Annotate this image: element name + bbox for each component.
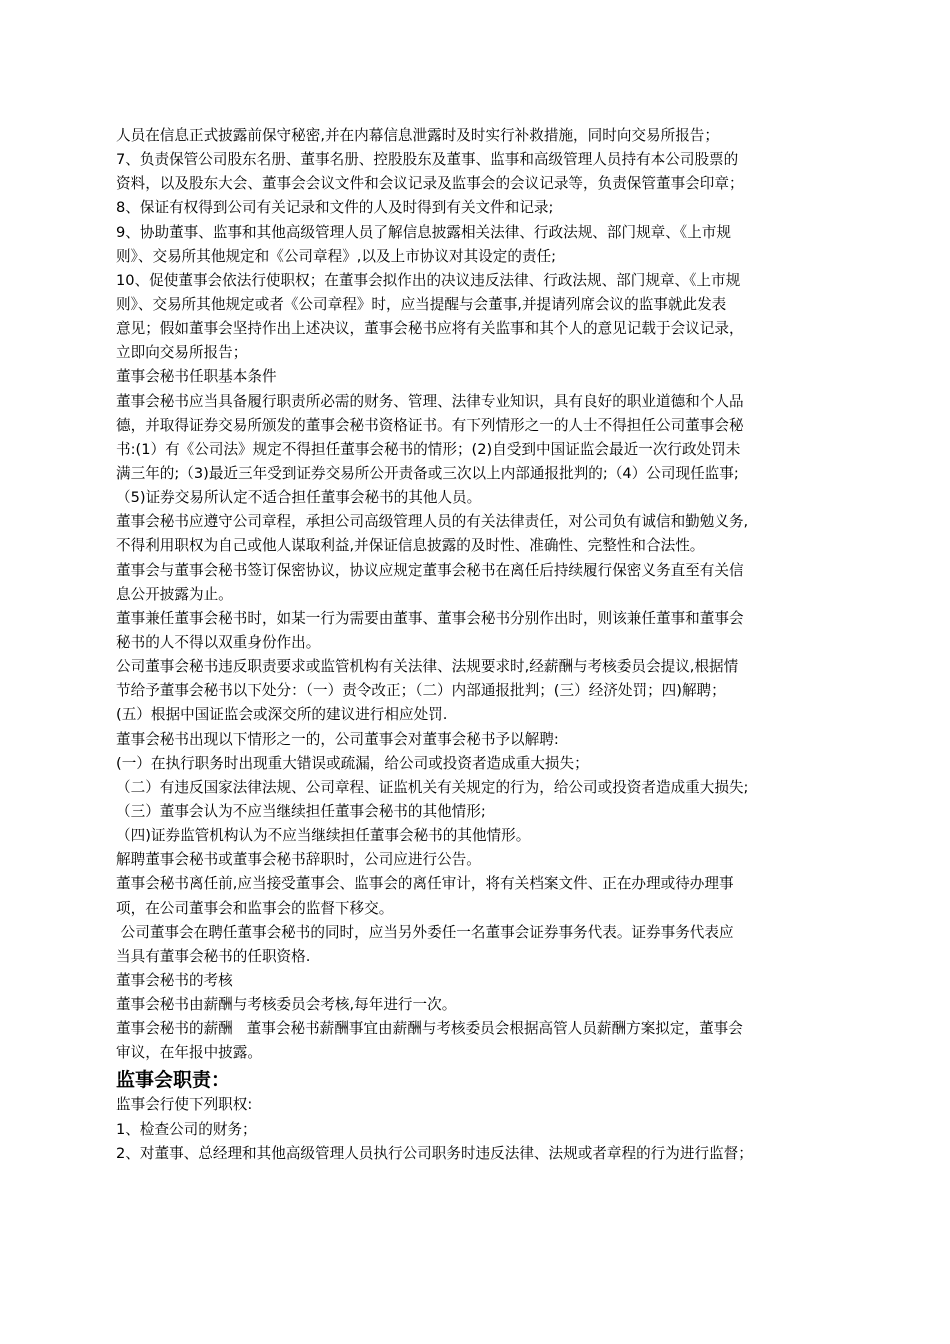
text-line: 9、协助董事、监事和其他高级管理人员了解信息披露相关法律、行政法规、部门规章、《上市规 bbox=[116, 223, 731, 241]
supervisory-board-heading: 监事会职责： bbox=[116, 1069, 231, 1092]
text-line: 满三年的;（3)最近三年受到证券交易所公开责备或三次以上内部通报批判的;（4）公司现任监事; bbox=[116, 464, 739, 482]
section-title: 董事会秘书的考核 bbox=[116, 971, 233, 989]
text-line: 10、促使董事会依法行使职权；在董事会拟作出的决议违反法律、行政法规、部门规章、《上市规 bbox=[116, 271, 741, 289]
text-line: 公司董事会在聘任董事会秘书的同时，应当另外委任一名董事会证券事务代表。证券事务代表应 bbox=[116, 923, 734, 941]
text-line: 公司董事会秘书违反职责要求或监管机构有关法律、法规要求时,经薪酬与考核委员会提议,根据情 bbox=[116, 658, 739, 676]
text-line: 解聘董事会秘书或董事会秘书辞职时，公司应进行公告。 bbox=[116, 851, 481, 869]
text-line: (一）在执行职务时出现重大错误或疏漏，给公司或投资者造成重大损失； bbox=[116, 754, 589, 772]
text-line: 项，在公司董事会和监事会的监督下移交。 bbox=[116, 899, 394, 917]
section-title: 董事会秘书任职基本条件 bbox=[116, 368, 277, 386]
text-line: 1、检查公司的财务； bbox=[116, 1120, 257, 1138]
text-line: 则》、交易所其他规定和《公司章程》,以及上市协议对其设定的责任; bbox=[116, 247, 557, 265]
text-line: 秘书的人不得以双重身份作出。 bbox=[116, 633, 321, 651]
text-line: 董事会秘书离任前,应当接受董事会、监事会的离任审计，将有关档案文件、正在办理或待办理事 bbox=[116, 875, 734, 893]
text-line: 2、对董事、总经理和其他高级管理人员执行公司职务时违反法律、法规或者章程的行为进行监督； bbox=[116, 1144, 753, 1162]
text-line: 人员在信息正式披露前保守秘密,并在内幕信息泄露时及时实行补救措施，同时向交易所报告； bbox=[116, 127, 719, 144]
text-line: 8、保证有权得到公司有关记录和文件的人及时得到有关文件和记录; bbox=[116, 199, 554, 217]
text-line: 董事会与董事会秘书签订保密协议，协议应规定董事会秘书在离任后持续履行保密义务直至有关信 bbox=[116, 561, 744, 579]
text-line: 董事会秘书出现以下情形之一的，公司董事会对董事会秘书予以解聘: bbox=[116, 730, 559, 748]
text-line: 意见；假如董事会坚持作出上述决议，董事会秘书应将有关监事和其个人的意见记载于会议记录， bbox=[116, 320, 744, 338]
text-line: 不得利用职权为自己或他人谋取利益,并保证信息披露的及时性、准确性、完整性和合法性。 bbox=[116, 537, 705, 555]
text-line: 息公开披露为止。 bbox=[116, 585, 233, 603]
text-line: 书:(1）有《公司法》规定不得担任董事会秘书的情形；(2)自受到中国证监会最近一次行政处罚未 bbox=[116, 440, 741, 458]
text-line: （四)证券监管机构认为不应当继续担任董事会秘书的其他情形。 bbox=[116, 827, 531, 845]
text-line: 董事兼任董事会秘书时，如某一行为需要由董事、董事会秘书分别作出时，则该兼任董事和董事会 bbox=[116, 609, 744, 627]
text-line: 立即向交易所报告； bbox=[116, 344, 248, 362]
text-line: （二）有违反国家法律法规、公司章程、证监机关有关规定的行为，给公司或投资者造成重大损失; bbox=[116, 778, 749, 796]
text-line: 董事会秘书应当具备履行职责所必需的财务、管理、法律专业知识，具有良好的职业道德和个人品 bbox=[116, 392, 744, 410]
text-line: (五）根据中国证监会或深交所的建议进行相应处罚. bbox=[116, 706, 448, 724]
document-page bbox=[116, 124, 846, 1166]
text-line: （三）董事会认为不应当继续担任董事会秘书的其他情形; bbox=[116, 802, 486, 820]
text-line: 监事会行使下列职权: bbox=[116, 1096, 253, 1114]
text-line: 资料，以及股东大会、董事会会议文件和会议记录及监事会的会议记录等，负责保管董事会印章； bbox=[116, 175, 744, 193]
text-line: 审议，在年报中披露。 bbox=[116, 1044, 262, 1062]
text-line: （5)证券交易所认定不适合担任董事会秘书的其他人员。 bbox=[116, 489, 482, 507]
text-line: 节给予董事会秘书以下处分：（一）责令改正；（二）内部通报批判；(三）经济处罚；四)解聘； bbox=[116, 682, 726, 700]
text-line: 德，并取得证券交易所颁发的董事会秘书资格证书。有下列情形之一的人士不得担任公司董事会秘 bbox=[116, 416, 744, 434]
text-line: 董事会秘书由薪酬与考核委员会考核,每年进行一次。 bbox=[116, 996, 457, 1014]
text-block-part2 bbox=[116, 1093, 846, 1165]
text-line: 董事会秘书的薪酬 董事会秘书薪酬事宜由薪酬与考核委员会根据高管人员薪酬方案拟定，董事会 bbox=[116, 1020, 743, 1038]
text-line: 董事会秘书应遵守公司章程，承担公司高级管理人员的有关法律责任，对公司负有诚信和勤勉义务, bbox=[116, 513, 749, 531]
text-line: 当具有董事会秘书的任职资格. bbox=[116, 947, 311, 965]
text-line: 则》、交易所其他规定或者《公司章程》时，应当提醒与会董事,并提请列席会议的监事就此发表 bbox=[116, 295, 727, 313]
text-block-part1 bbox=[116, 124, 846, 1065]
text-line: 7、负责保管公司股东名册、董事名册、控股股东及董事、监事和高级管理人员持有本公司股票的 bbox=[116, 151, 739, 169]
